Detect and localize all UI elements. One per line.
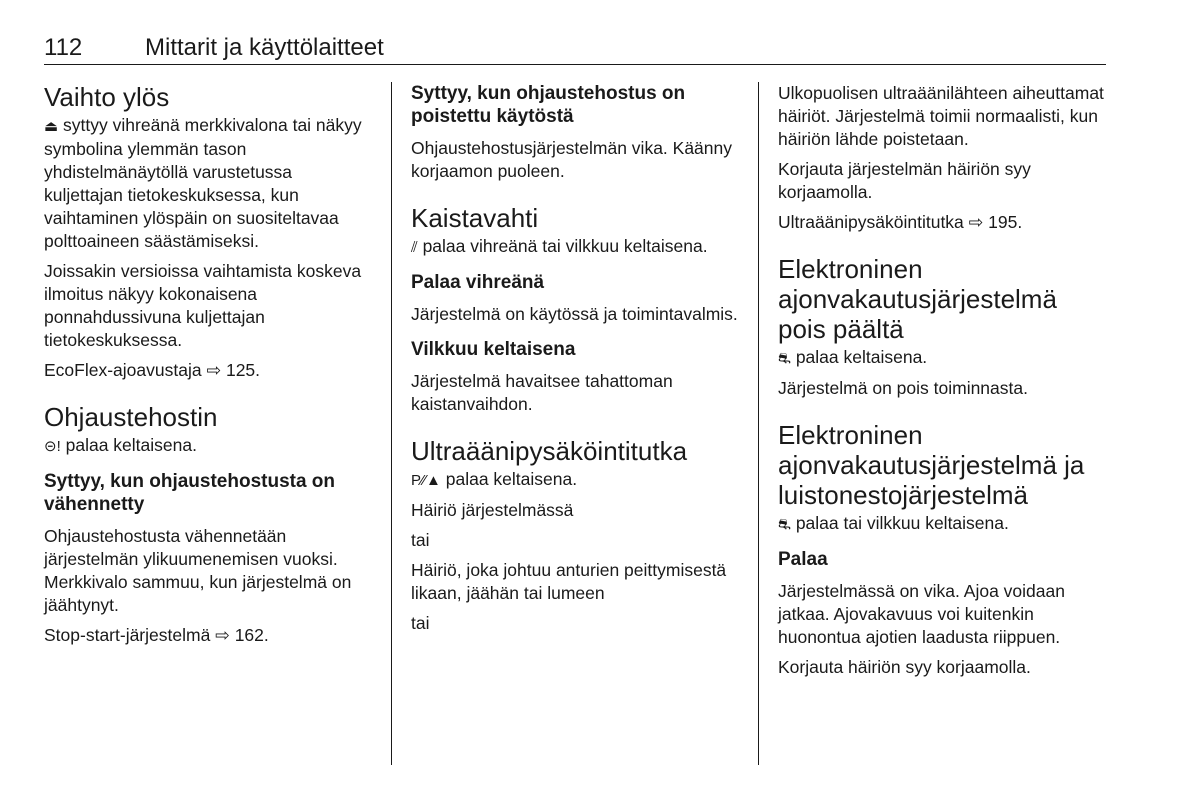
shift-up-icon: ⏏: [44, 118, 59, 135]
column-middle: [411, 82, 741, 642]
page-number: 112: [44, 34, 83, 61]
subheading-poistettu: Syttyy, kun ohjaustehostus on poistettu käytöstä: [411, 83, 686, 127]
section-title: Mittarit ja käyttölaitteet: [145, 34, 384, 61]
paragraph: Ohjaustehostusjärjestelmän vika. Käänny korjaamon puoleen.: [411, 138, 733, 181]
paragraph: Korjauta järjestelmän häiriön syy korjaamolla.: [778, 159, 1031, 202]
lane-keeping-icon: ⫽: [411, 239, 418, 256]
paragraph: Järjestelmä on käytössä ja toimintavalmis.: [411, 304, 738, 324]
paragraph: Joissakin versioissa vaihtamista koskeva ilmoitus näkyy kokonaisena ponnahdussivuna kuljettajan tietokeskuksessa.: [44, 261, 362, 350]
paragraph: [411, 468, 741, 492]
column-left: [44, 82, 374, 654]
paragraph: [44, 114, 374, 253]
column-divider: [758, 82, 759, 765]
paragraph-text: syttyy vihreänä merkkivalona tai näkyy symbolina ylemmän tason yhdistelmänäytöllä varustetussa kuljettajan tietokeskuksessa, kun vaihtaminen ylöspäin on suositeltavaa polttoaineen säästämiseksi.: [44, 115, 362, 251]
heading-ultraaanipysakointitutka: Ultraäänipysäköintitutka: [411, 436, 688, 466]
esc-off-icon: ⛐: [778, 350, 791, 367]
parking-sensor-icon: P⁄⁄▲: [411, 472, 441, 489]
heading-vaihto-ylos: Vaihto ylös: [44, 82, 170, 112]
paragraph-text: palaa tai vilkkuu keltaisena.: [790, 513, 1009, 533]
heading-ohjaustehostin: Ohjaustehostin: [44, 402, 218, 432]
heading-kaistavahti: Kaistavahti: [411, 203, 539, 233]
esc-icon: ⛐: [778, 516, 791, 533]
column-right: [778, 82, 1108, 686]
paragraph-text: palaa keltaisena.: [440, 469, 578, 489]
paragraph-text: palaa vihreänä tai vilkkuu keltaisena.: [417, 236, 708, 256]
heading-esc-ja-luistonesto: Elektroninen ajonvakautusjärjestelmä ja luistonestojärjestelmä: [778, 420, 1085, 510]
subheading-vilkkuu-keltaisena: Vilkkuu keltaisena: [411, 339, 576, 360]
paragraph: Häiriö järjestelmässä: [411, 500, 574, 520]
paragraph: [411, 235, 741, 259]
paragraph: [778, 346, 1108, 370]
paragraph: tai: [411, 530, 430, 550]
paragraph: Korjauta häiriön syy korjaamolla.: [778, 657, 1031, 677]
subheading-palaa-vihreana: Palaa vihreänä: [411, 272, 545, 293]
paragraph: Järjestelmä on pois toiminnasta.: [778, 378, 1028, 398]
column-divider: [391, 82, 392, 765]
paragraph: Ulkopuolisen ultraäänilähteen aiheuttamat häiriöt. Järjestelmä toimii normaalisti, kun häiriön lähde poistetaan.: [778, 83, 1104, 149]
paragraph: [44, 434, 374, 458]
steering-warning-icon: ⊝!: [44, 438, 61, 455]
cross-reference: Ultraäänipysäköintitutka ⇨ 195.: [778, 212, 1023, 232]
paragraph: Järjestelmä havaitsee tahattoman kaistanvaihdon.: [411, 371, 673, 414]
paragraph: [778, 512, 1108, 536]
page-header: [44, 34, 1106, 65]
paragraph: tai: [411, 613, 430, 633]
paragraph: Järjestelmässä on vika. Ajoa voidaan jatkaa. Ajovakavuus voi kuitenkin huonontua ajotien laadusta riippuen.: [778, 581, 1065, 647]
paragraph-text: palaa keltaisena.: [60, 435, 197, 455]
paragraph: Häiriö, joka johtuu anturien peittymisestä likaan, jäähän tai lumeen: [411, 560, 727, 603]
subheading-palaa: Palaa: [778, 549, 828, 570]
paragraph-text: palaa keltaisena.: [790, 347, 928, 367]
subheading-vahennetty: Syttyy, kun ohjaustehostusta on vähennetty: [44, 471, 336, 515]
paragraph: Ohjaustehostusta vähennetään järjestelmän ylikuumenemisen vuoksi. Merkkivalo sammuu, kun järjestelmä on jäähtynyt.: [44, 526, 352, 615]
cross-reference: Stop-start-järjestelmä ⇨ 162.: [44, 625, 269, 645]
heading-esc-pois-paalta: Elektroninen ajonvakautusjärjestelmä pois päältä: [778, 254, 1057, 344]
cross-reference: EcoFlex-ajoavustaja ⇨ 125.: [44, 360, 261, 380]
